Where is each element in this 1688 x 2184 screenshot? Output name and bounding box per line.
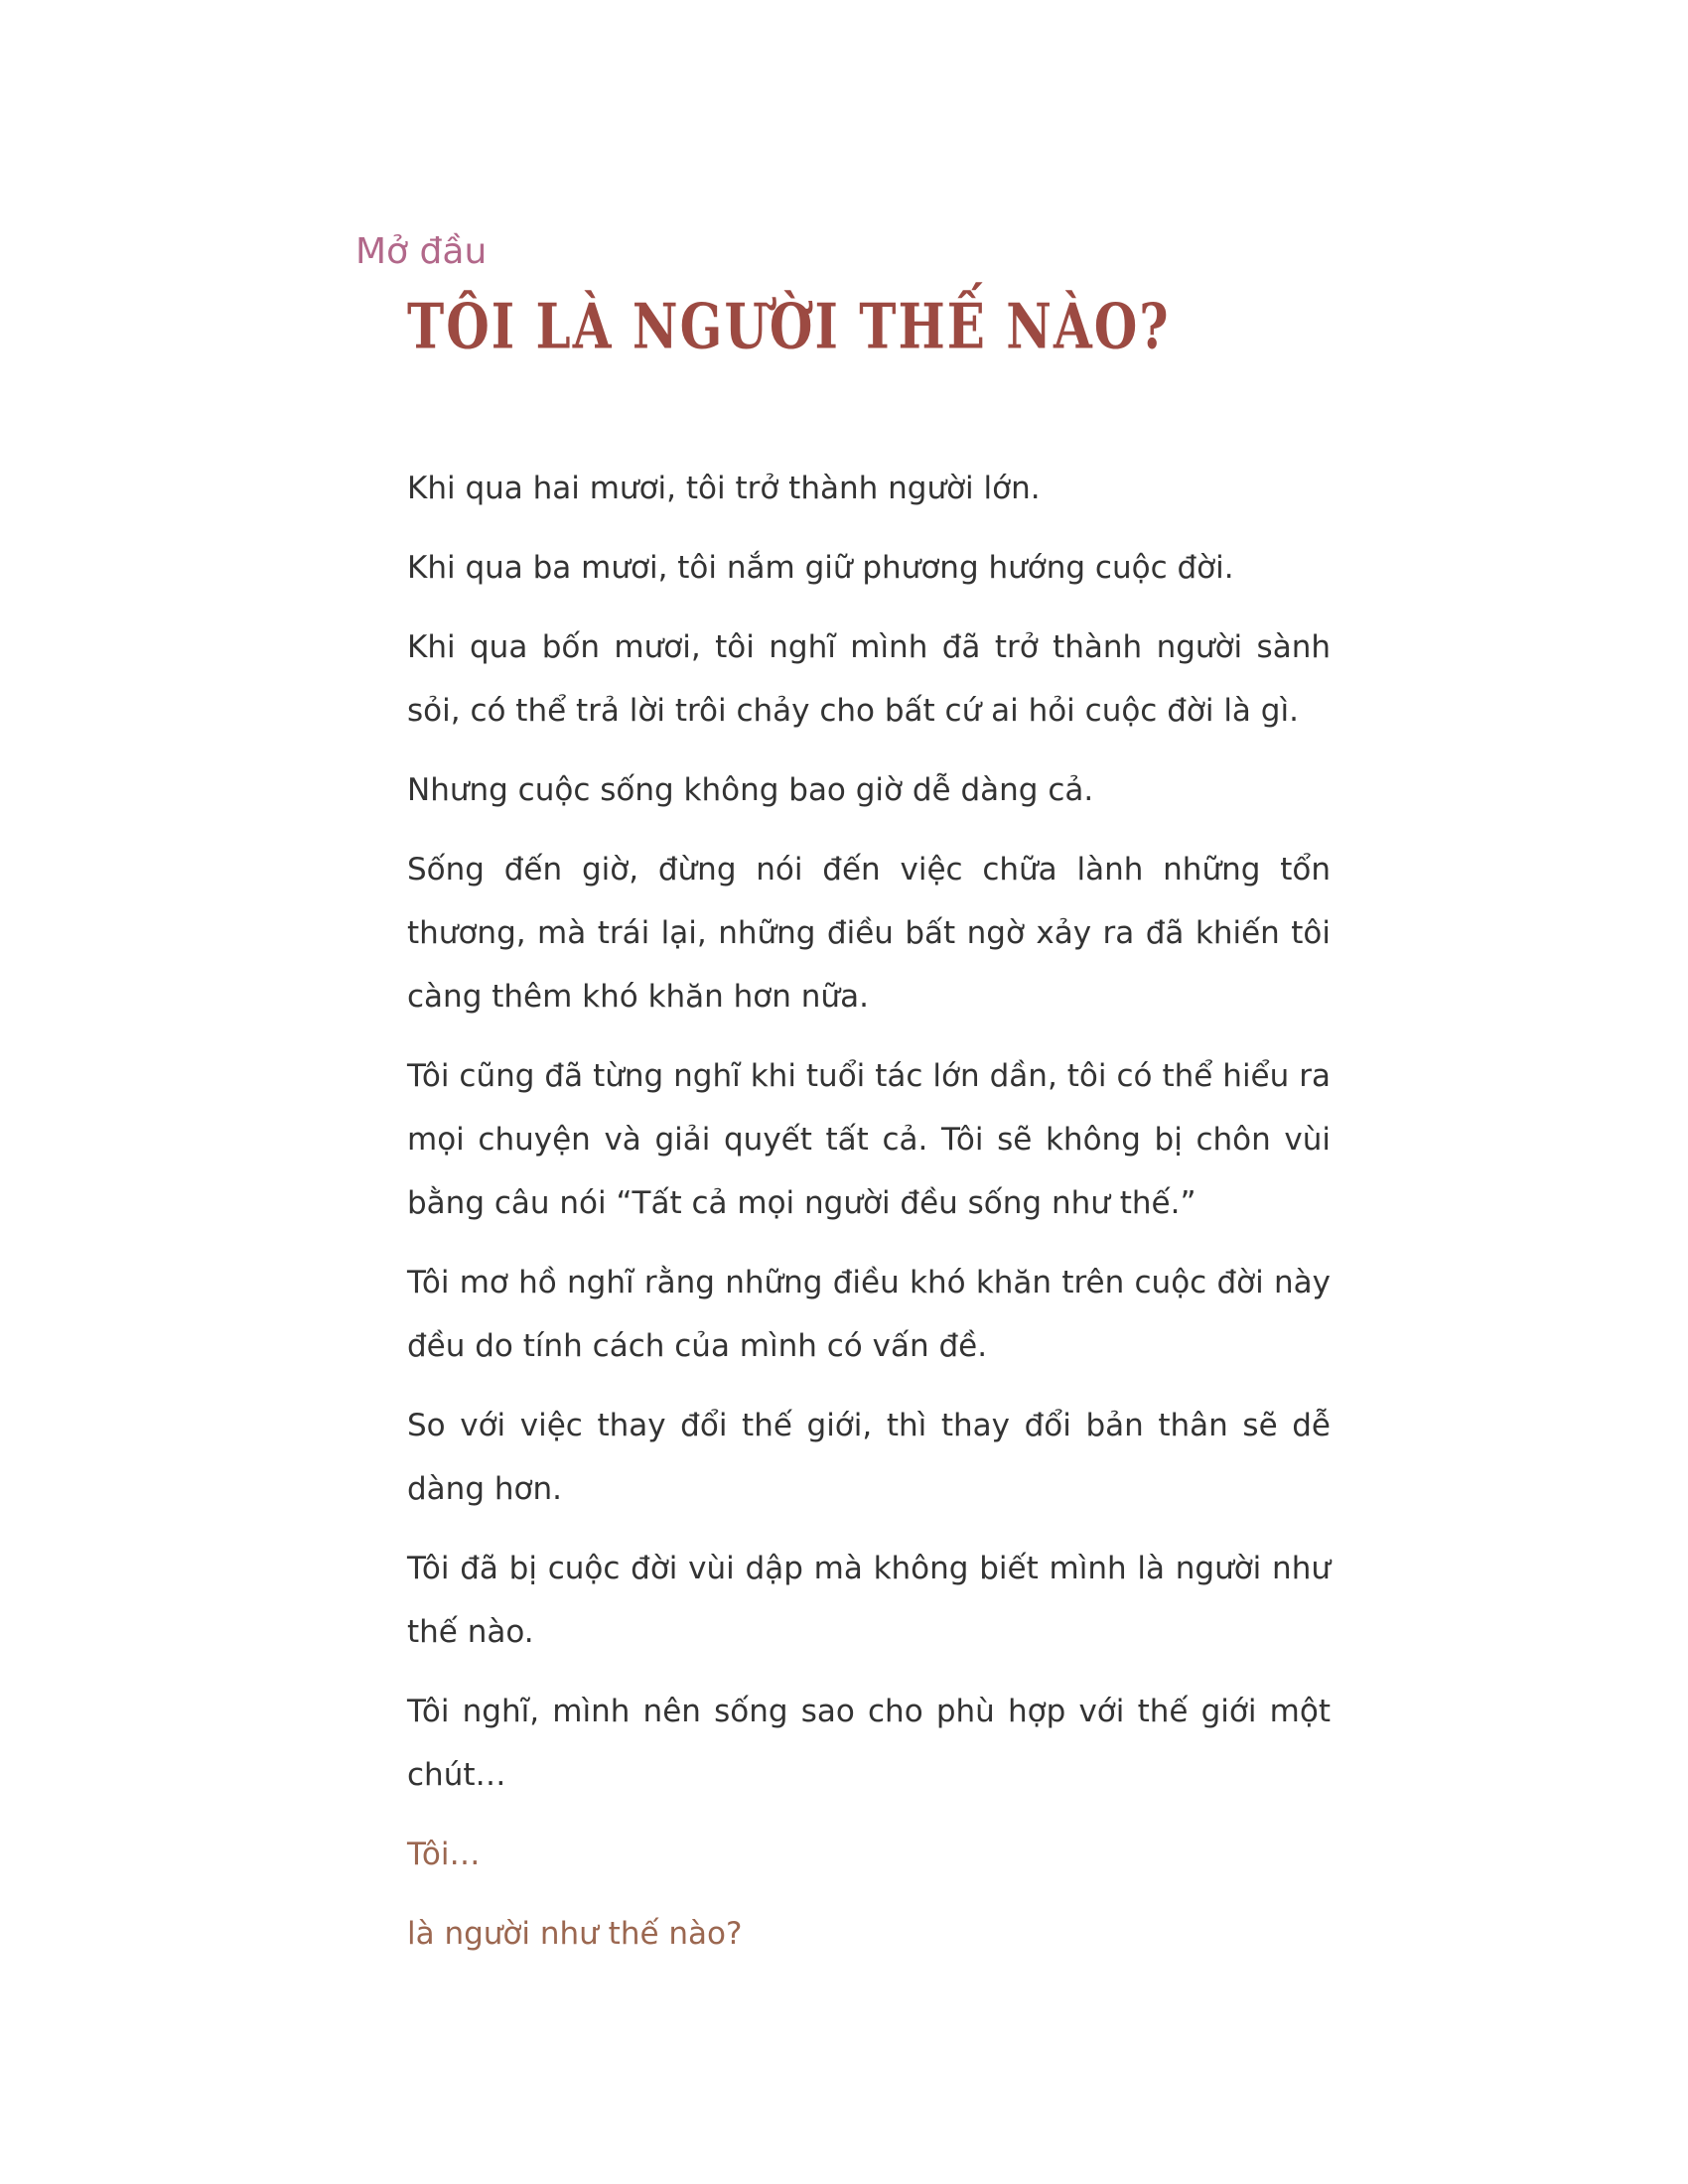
paragraph: Khi qua ba mươi, tôi nắm giữ phương hướng cuộc đời. (407, 550, 1234, 586)
text-column (355, 0, 1331, 1981)
paragraph: Khi qua hai mươi, tôi trở thành người lớn. (407, 471, 1041, 506)
outro-line: là người như thế nào? (407, 1916, 743, 1952)
section-kicker: Mở đầu (355, 231, 488, 272)
paragraph: Tôi cũng đã từng nghĩ khi tuổi tác lớn dần, tôi có thể hiểu ra mọi chuyện và giải quyết tất cả. Tôi sẽ không bị chôn vùi bằng câu nói “Tất cả mọi người đều sống như thế.” (407, 1058, 1331, 1221)
paragraph: Tôi đã bị cuộc đời vùi dập mà không biết mình là người như thế nào. (407, 1551, 1331, 1650)
paragraph: Tôi mơ hồ nghĩ rằng những điều khó khăn trên cuộc đời này đều do tính cách của mình có vấn đề. (407, 1265, 1331, 1364)
outro (407, 1823, 1331, 1966)
outro-line: Tôi… (407, 1837, 481, 1872)
body-text (407, 457, 1331, 1807)
paragraph: Tôi nghĩ, mình nên sống sao cho phù hợp với thế giới một chút… (407, 1694, 1331, 1793)
paragraph: So với việc thay đổi thế giới, thì thay đổi bản thân sẽ dễ dàng hơn. (407, 1408, 1331, 1507)
paragraph: Khi qua bốn mươi, tôi nghĩ mình đã trở thành người sành sỏi, có thể trả lời trôi chảy cho bất cứ ai hỏi cuộc đời là gì. (407, 629, 1331, 729)
paragraph: Nhưng cuộc sống không bao giờ dễ dàng cả. (407, 772, 1094, 808)
paragraph: Sống đến giờ, đừng nói đến việc chữa lành những tổn thương, mà trái lại, những điều bất ngờ xảy ra đã khiến tôi càng thêm khó khăn hơn nữa. (407, 852, 1331, 1015)
chapter-title: TÔI LÀ NGƯỜI THẾ NÀO? (407, 289, 1171, 363)
